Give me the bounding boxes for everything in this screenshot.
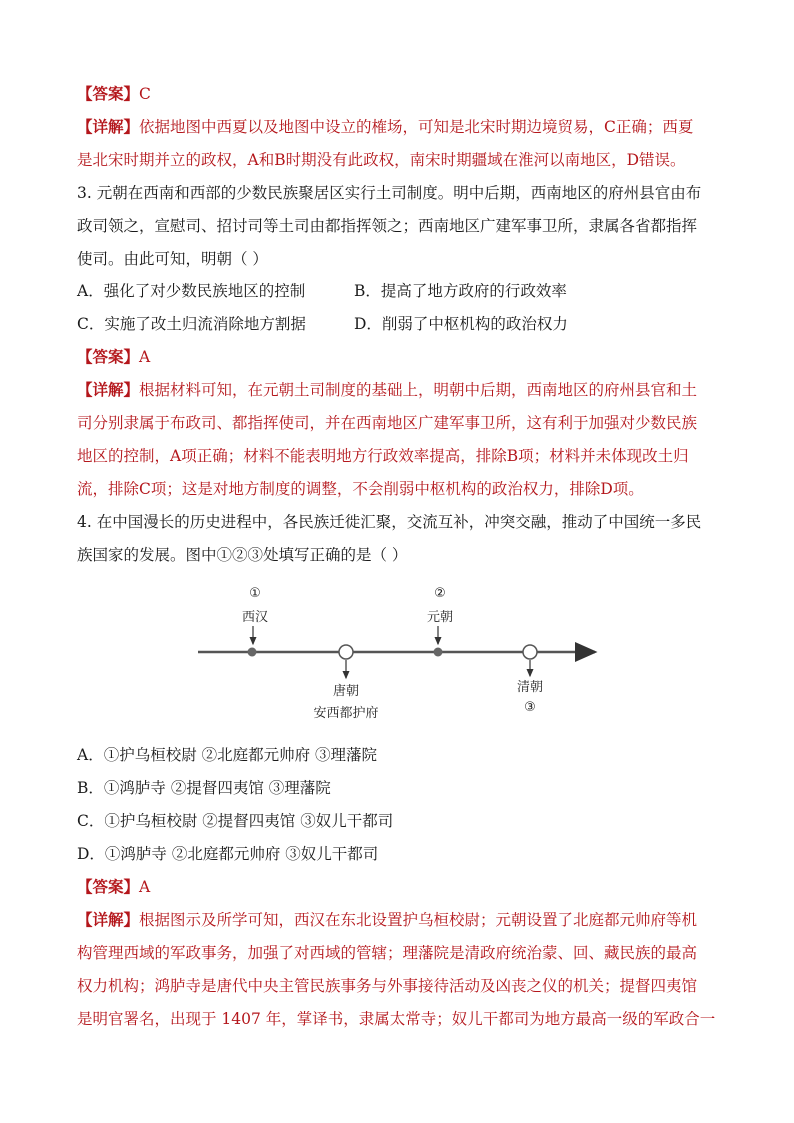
answer-tag: 【答案】 [77, 347, 140, 366]
q3-stem-line-3: 使司。由此可知，明朝（ ） [77, 250, 268, 268]
detail-tag: 【详解】 [77, 380, 140, 399]
q2-detail-line-2: 是北宋时期并立的政权，A和B时期没有此政权，南宋时期疆域在淮河以南地区，D错误。 [77, 151, 686, 169]
timeline-label-yuan: 元朝 [426, 610, 454, 625]
timeline-mark-2: ② [434, 586, 446, 601]
timeline-label-tang: 唐朝 [332, 684, 360, 699]
q4-detail-line-1 [77, 910, 717, 930]
timeline-dot-xihan [248, 648, 257, 657]
detail-text: 根据材料可知，在元朝土司制度的基础上，明朝中后期，西南地区的府州县官和土 [139, 381, 698, 399]
q3-answer-line [77, 347, 717, 367]
answer-tag: 【答案】 [77, 84, 140, 103]
q4-detail-line-4: 是明官署名，出现于 1407 年，掌译书，隶属太常寺；奴儿干都司为地方最高一级的军政合一 [77, 1010, 716, 1028]
q3-stem-line-1: 3. 元朝在西南和西部的少数民族聚居区实行土司制度。明中后期，西南地区的府州县官由布 [77, 184, 702, 202]
answer-value: C [139, 85, 151, 103]
answer-value: A [139, 878, 151, 896]
q2-answer-line [77, 84, 717, 104]
q4-answer-line [77, 877, 717, 897]
timeline-node-qing [523, 645, 537, 659]
timeline-dot-yuan [434, 648, 443, 657]
q3-option-d: D．削弱了中枢机构的政治权力 [354, 315, 568, 333]
q3-detail-line-3: 地区的控制，A项正确；材料不能表明地方行政效率提高，排除B项；材料并未体现改土归 [77, 447, 689, 465]
q4-option-d: D．①鸿胪寺 ②北庭都元帅府 ③奴儿干都司 [77, 845, 379, 863]
q4-detail-line-2: 构管理西域的军政事务，加强了对西域的管辖；理藩院是清政府统治蒙、回、藏民族的最高 [77, 944, 698, 962]
timeline-mark-1: ① [249, 586, 261, 601]
q3-stem-line-2: 政司领之，宣慰司、招讨司等土司由都指挥领之；西南地区广建军事卫所，隶属各省都指挥 [77, 217, 698, 235]
q4-detail-line-3: 权力机构；鸿胪寺是唐代中央主管民族事务与外事接待活动及凶丧之仪的机关；提督四夷馆 [77, 977, 698, 995]
q2-detail-line-1 [77, 117, 717, 137]
q3-option-c: C．实施了改土归流消除地方割据 [77, 315, 306, 333]
detail-tag: 【详解】 [77, 117, 140, 136]
answer-value: A [139, 348, 151, 366]
detail-tag: 【详解】 [77, 910, 140, 929]
q3-option-b: B．提高了地方政府的行政效率 [354, 282, 567, 300]
q4-option-b: B．①鸿胪寺 ②提督四夷馆 ③理藩院 [77, 779, 331, 797]
timeline-label-xihan: 西汉 [241, 610, 269, 625]
q3-detail-line-1 [77, 380, 717, 400]
q4-option-c: C．①护乌桓校尉 ②提督四夷馆 ③奴儿干都司 [77, 812, 394, 830]
detail-text: 根据图示及所学可知，西汉在东北设置护乌桓校尉；元朝设置了北庭都元帅府等机 [139, 911, 698, 929]
timeline-mark-3: ③ [524, 700, 536, 715]
q3-detail-line-4: 流，排除C项；这是对地方制度的调整，不会削弱中枢机构的政治权力，排除D项。 [77, 480, 644, 498]
timeline-node-tang [339, 645, 353, 659]
detail-text: 依据地图中西夏以及地图中设立的榷场，可知是北宋时期边境贸易，C正确；西夏 [139, 118, 694, 136]
q4-stem-line-2: 族国家的发展。图中①②③处填写正确的是（ ） [77, 546, 408, 564]
q4-option-a: A．①护乌桓校尉 ②北庭都元帅府 ③理藩院 [77, 746, 378, 764]
q3-option-a: A．强化了对少数民族地区的控制 [77, 282, 306, 300]
timeline-diagram [0, 578, 794, 728]
q3-detail-line-2: 司分别隶属于布政司、都指挥使司，并在西南地区广建军事卫所，这有利于加强对少数民族 [77, 414, 698, 432]
answer-tag: 【答案】 [77, 877, 140, 896]
timeline-label-qing: 清朝 [516, 680, 544, 695]
timeline-label-anxi: 安西都护府 [313, 706, 379, 721]
q4-stem-line-1: 4. 在中国漫长的历史进程中，各民族迁徙汇聚，交流互补，冲突交融，推动了中国统一多民 [77, 513, 702, 531]
